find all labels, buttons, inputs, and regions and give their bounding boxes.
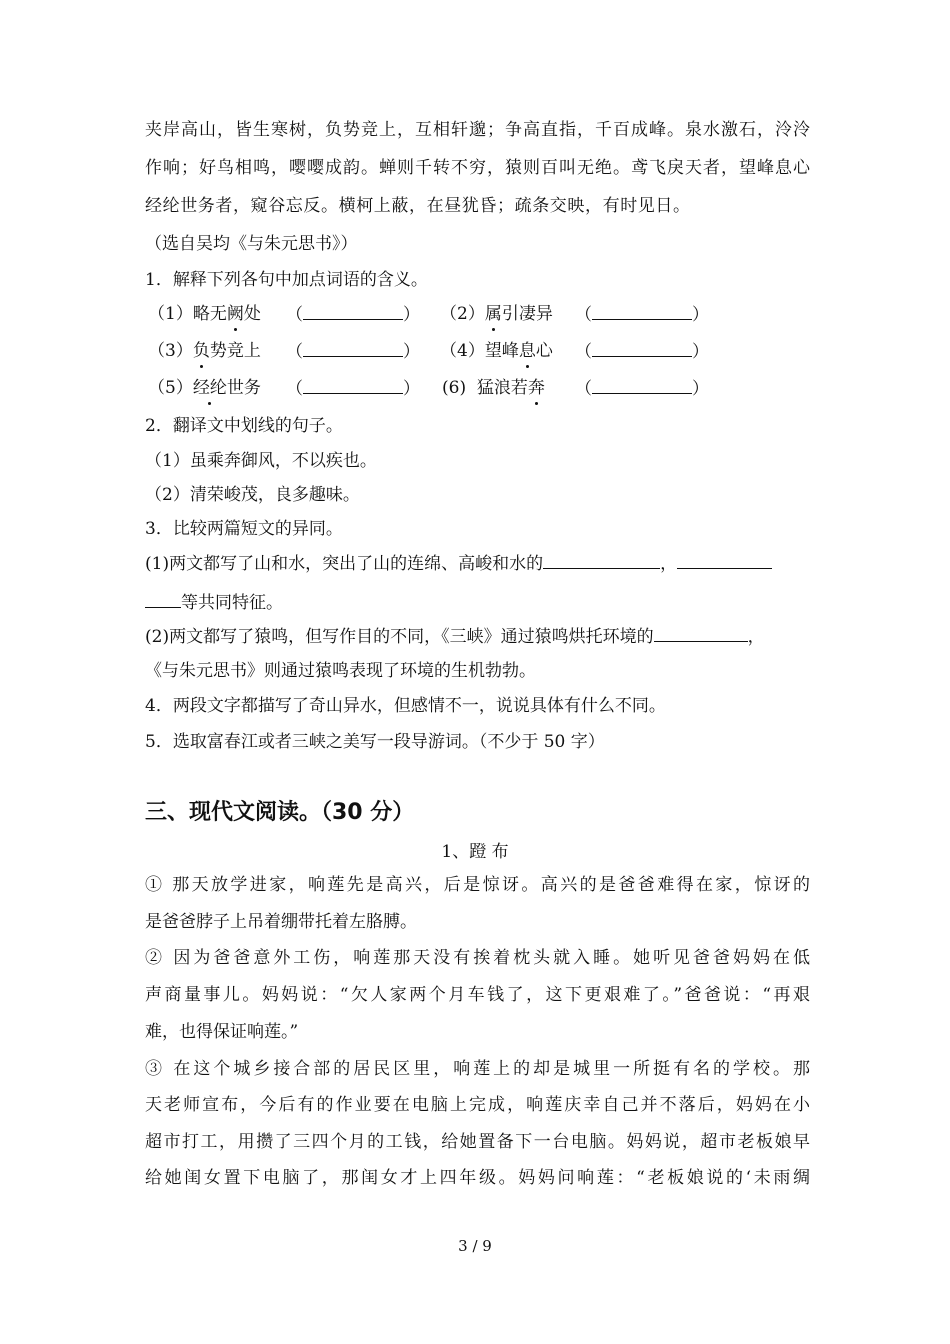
emphasis-dot: 息 bbox=[518, 341, 536, 361]
q3-part-2: (2)两文都写了猿鸣，但写作目的不同，《三峡》通过猿鸣烘托环境的 ， bbox=[145, 624, 810, 649]
story-para-2: ② 因为爸爸意外工伤，响莲那天没有挨着枕头就入睡。她听见爸爸妈妈在低 bbox=[145, 948, 810, 968]
q2-item-2: （2）清荣峻茂，良多趣味。 bbox=[145, 485, 360, 505]
answer-blank[interactable] bbox=[654, 624, 748, 642]
passage-line: 夹岸高山，皆生寒树，负势竞上，互相轩邈；争高直指，千百成峰。泉水激石，泠泠 bbox=[145, 120, 810, 140]
emphasis-dot: 负 bbox=[192, 341, 210, 361]
section-heading: 三、现代文阅读。（30 分） bbox=[145, 800, 415, 825]
passage-line: 作响；好鸟相鸣，嘤嘤成韵。蝉则千转不穷，猿则百叫无绝。鸢飞戾天者，望峰息心 bbox=[145, 158, 810, 178]
answer-blank[interactable] bbox=[543, 551, 660, 569]
passage-line: 经纶世务者，窥谷忘反。横柯上蔽，在昼犹昏；疏条交映，有时见日。 bbox=[145, 196, 691, 216]
emphasis-dot: 奔 bbox=[527, 378, 545, 398]
story-para-3: 天老师宣布，今后有的作业要在电脑上完成，响莲庆幸自己并不落后，妈妈在小 bbox=[145, 1095, 810, 1115]
emphasis-dot: 属 bbox=[484, 304, 502, 324]
story-para-3: ③ 在这个城乡接合部的居民区里，响莲上的却是城里一所挺有名的学校。那 bbox=[145, 1059, 810, 1079]
story-title: 1、蹬 布 bbox=[441, 842, 509, 862]
story-para-3: 超市打工，用攒了三四个月的工钱，给她置备下一台电脑。妈妈说，超市老板娘早 bbox=[145, 1132, 810, 1152]
q1-item-2: （2）属引凄异 bbox=[440, 304, 553, 324]
emphasis-dot: 经纶 bbox=[192, 378, 227, 398]
q3-part-1-cont: 等共同特征。 bbox=[145, 590, 810, 615]
story-para-3: 给她闺女置下电脑了，那闺女才上四年级。妈妈问响莲：“老板娘说的‘未雨绸 bbox=[145, 1168, 810, 1188]
question-3-stem: 3．比较两篇短文的异同。 bbox=[145, 519, 343, 539]
q3-part-2-cont: 《与朱元思书》则通过猿鸣表现了环境的生机勃勃。 bbox=[145, 661, 536, 681]
answer-blank[interactable] bbox=[677, 551, 772, 569]
q1-item-3: （3）负势竞上 bbox=[148, 341, 261, 361]
q1-answer-6[interactable]: （ ） bbox=[575, 376, 709, 401]
q1-answer-1[interactable]: （ ） bbox=[286, 302, 420, 327]
q1-item-5: （5）经纶世务 bbox=[148, 378, 261, 398]
question-5: 5．选取富春江或者三峡之美写一段导游词。（不少于 50 字） bbox=[145, 732, 605, 752]
q1-answer-2[interactable]: （ ） bbox=[575, 302, 709, 327]
question-1-stem: 1．解释下列各句中加点词语的含义。 bbox=[145, 270, 428, 290]
q1-item-6: (6) 猛浪若奔 bbox=[442, 378, 545, 398]
q1-answer-4[interactable]: （ ） bbox=[575, 339, 709, 364]
q1-answer-3[interactable]: （ ） bbox=[286, 339, 420, 364]
passage-source: （选自吴均《与朱元思书》） bbox=[145, 234, 358, 254]
q2-item-1: （1）虽乘奔御风，不以疾也。 bbox=[145, 451, 377, 471]
question-2-stem: 2．翻译文中划线的句子。 bbox=[145, 416, 343, 436]
q3-part-1: (1)两文都写了山和水，突出了山的连绵、高峻和水的 ， bbox=[145, 551, 810, 576]
question-4: 4．两段文字都描写了奇山异水，但感情不一，说说具体有什么不同。 bbox=[145, 696, 666, 716]
story-para-1: 是爸爸脖子上吊着绷带托着左胳膊。 bbox=[145, 912, 417, 932]
emphasis-dot: 阙 bbox=[226, 304, 244, 324]
story-para-1: ① 那天放学进家，响莲先是高兴，后是惊讶。高兴的是爸爸难得在家，惊讶的 bbox=[145, 875, 810, 895]
q1-item-4: （4）望峰息心 bbox=[440, 341, 553, 361]
answer-blank[interactable] bbox=[145, 590, 181, 608]
story-para-2: 声商量事儿。妈妈说：“欠人家两个月车钱了，这下更艰难了。”爸爸说：“再艰 bbox=[145, 985, 810, 1005]
q1-item-1: （1）略无阙处 bbox=[148, 304, 261, 324]
page-number: 3 / 9 bbox=[458, 1237, 492, 1255]
story-para-2: 难，也得保证响莲。” bbox=[145, 1022, 299, 1042]
q1-answer-5[interactable]: （ ） bbox=[286, 376, 420, 401]
